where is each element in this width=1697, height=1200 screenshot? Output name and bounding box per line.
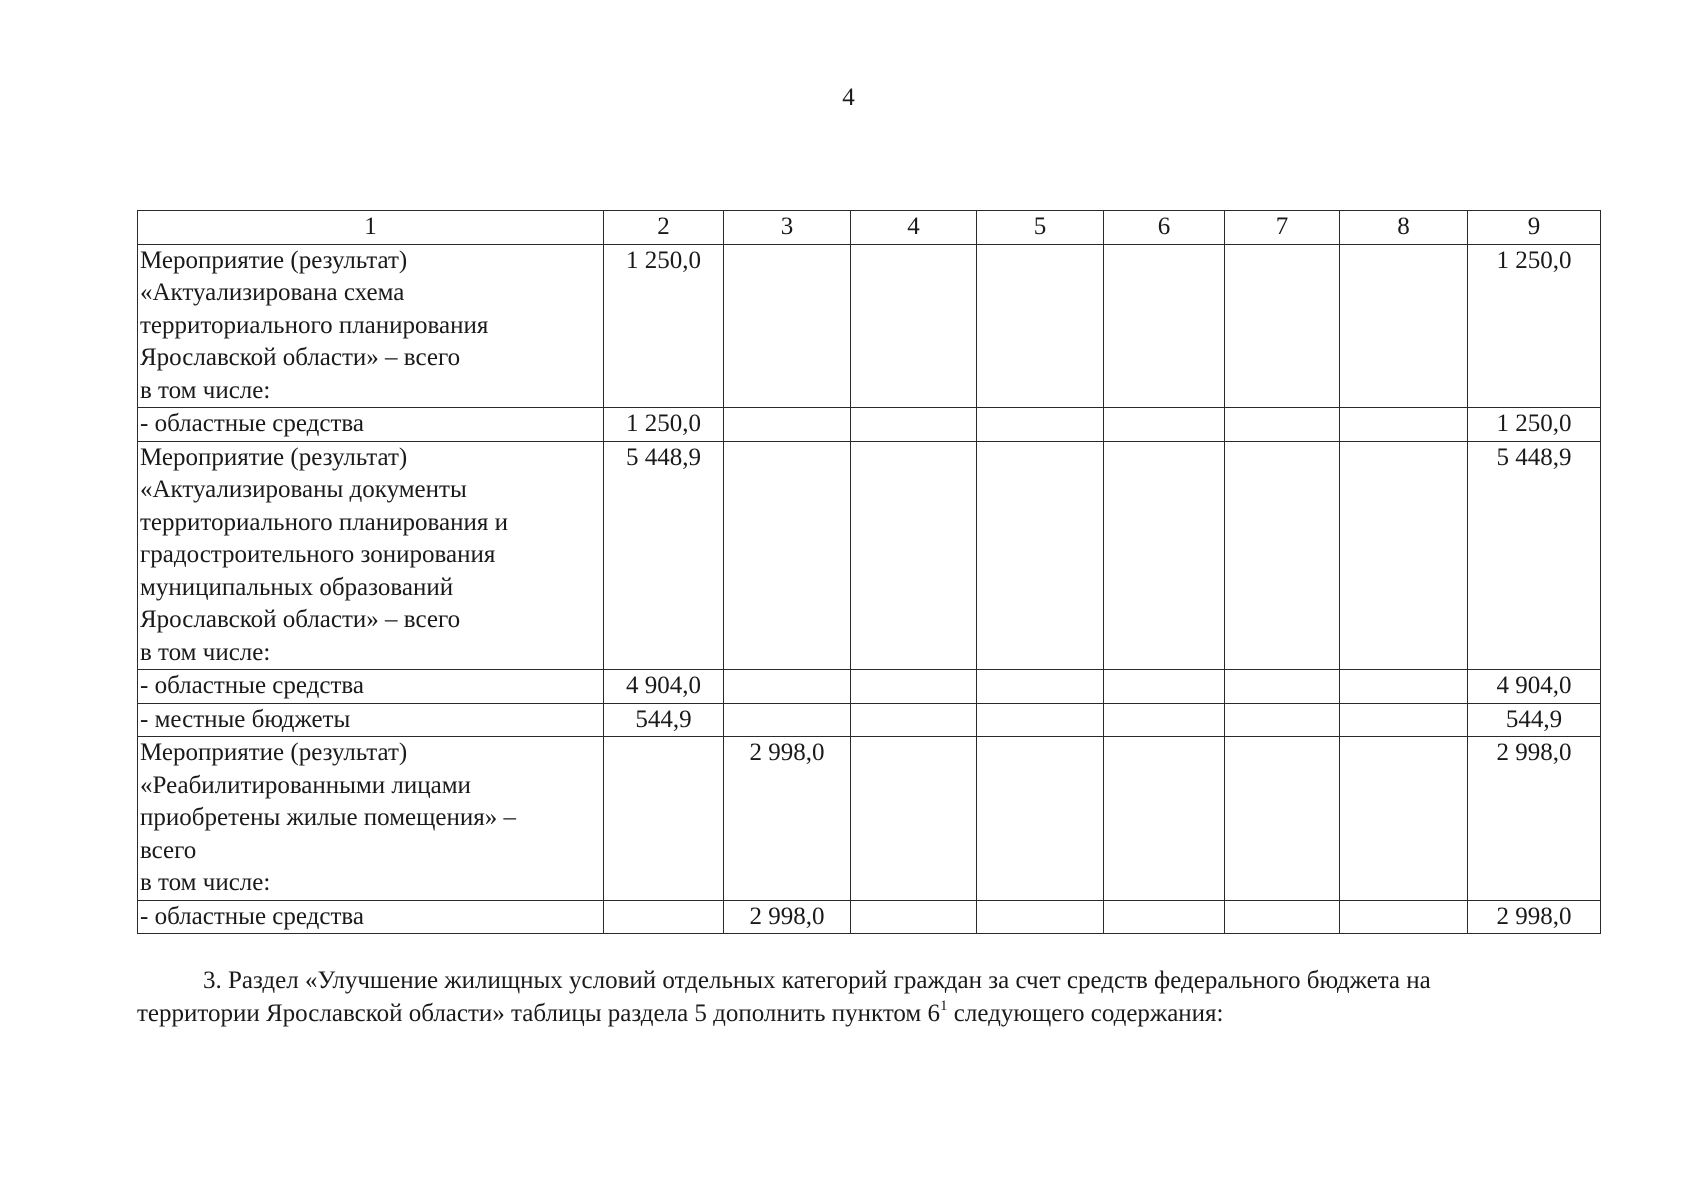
paragraph-superscript: 1 xyxy=(940,997,948,1014)
row-label-line: территориального планирования xyxy=(140,311,489,339)
table-row xyxy=(138,737,1601,901)
empty-cell xyxy=(1340,244,1468,408)
table-header-row xyxy=(138,211,1601,245)
row-label xyxy=(138,670,604,704)
column-header: 7 xyxy=(1225,211,1340,245)
row-label-line: «Актуализирована схема xyxy=(140,279,405,306)
empty-cell xyxy=(1340,737,1468,901)
column-header: 1 xyxy=(138,211,604,245)
row-label-line: в том числе: xyxy=(140,869,271,896)
empty-cell xyxy=(977,244,1104,408)
row-label-line: «Реабилитированными лицами xyxy=(140,771,471,799)
empty-cell xyxy=(1104,737,1225,901)
row-label-line: муниципальных образований xyxy=(140,573,454,601)
cell-col9: 5 448,9 xyxy=(1468,441,1601,670)
column-header: 6 xyxy=(1104,211,1225,245)
row-label-line: - областные средства xyxy=(140,902,364,930)
cell-col2: 5 448,9 xyxy=(604,441,724,670)
cell-col3: 2 998,0 xyxy=(724,900,851,934)
cell-col3: 2 998,0 xyxy=(724,737,851,901)
empty-cell xyxy=(977,737,1104,901)
cell-col2 xyxy=(604,900,724,934)
paragraph-line-2: территории Ярославской области» таблицы раздела 5 дополнить пунктом 6 xyxy=(137,1000,941,1027)
empty-cell xyxy=(1340,670,1468,704)
empty-cell xyxy=(851,408,977,442)
empty-cell xyxy=(1104,441,1225,670)
amendment-paragraph xyxy=(137,964,1600,1030)
row-label-line: в том числе: xyxy=(140,376,271,404)
cell-col3 xyxy=(724,703,851,737)
cell-col9: 544,9 xyxy=(1468,703,1601,737)
table-row xyxy=(138,900,1601,934)
empty-cell xyxy=(851,244,977,408)
row-label-line: территориального планирования и xyxy=(140,508,508,536)
empty-cell xyxy=(1225,703,1340,737)
row-label-line: «Актуализированы документы xyxy=(140,476,467,503)
cell-col2: 544,9 xyxy=(604,703,724,737)
empty-cell xyxy=(1104,703,1225,737)
empty-cell xyxy=(851,441,977,670)
empty-cell xyxy=(1104,670,1225,704)
row-label-line: Мероприятие (результат) xyxy=(140,443,408,471)
cell-col3 xyxy=(724,244,851,408)
empty-cell xyxy=(1225,408,1340,442)
row-label-line: градостроительного зонирования xyxy=(140,541,496,568)
table-row xyxy=(138,441,1601,670)
empty-cell xyxy=(1104,408,1225,442)
empty-cell xyxy=(977,900,1104,934)
empty-cell xyxy=(851,703,977,737)
row-label-line: всего xyxy=(140,836,197,864)
empty-cell xyxy=(1340,408,1468,442)
column-header: 2 xyxy=(604,211,724,245)
empty-cell xyxy=(851,737,977,901)
column-header: 5 xyxy=(977,211,1104,245)
column-header: 9 xyxy=(1468,211,1601,245)
empty-cell xyxy=(977,703,1104,737)
row-label-line: Ярославской области» – всего xyxy=(140,344,461,371)
cell-col9: 4 904,0 xyxy=(1468,670,1601,704)
row-label xyxy=(138,703,604,737)
row-label xyxy=(138,408,604,442)
empty-cell xyxy=(1340,900,1468,934)
empty-cell xyxy=(1225,441,1340,670)
row-label-line: Ярославской области» – всего xyxy=(140,606,461,633)
cell-col9: 1 250,0 xyxy=(1468,244,1601,408)
empty-cell xyxy=(977,670,1104,704)
row-label xyxy=(138,900,604,934)
page-number: 4 xyxy=(842,84,855,111)
cell-col9: 1 250,0 xyxy=(1468,408,1601,442)
empty-cell xyxy=(1340,703,1468,737)
cell-col3 xyxy=(724,670,851,704)
row-label-line: в том числе: xyxy=(140,638,271,666)
empty-cell xyxy=(1104,900,1225,934)
row-label-line: приобретены жилые помещения» – xyxy=(140,804,516,831)
empty-cell xyxy=(1225,670,1340,704)
empty-cell xyxy=(851,670,977,704)
column-header: 8 xyxy=(1340,211,1468,245)
paragraph-line-2-end: следующего содержания: xyxy=(947,1000,1224,1027)
budget-table xyxy=(137,210,1601,934)
row-label-line: Мероприятие (результат) xyxy=(140,246,408,274)
row-label-line: - областные средства xyxy=(140,672,364,699)
cell-col2: 1 250,0 xyxy=(604,408,724,442)
empty-cell xyxy=(851,900,977,934)
empty-cell xyxy=(977,441,1104,670)
row-label-line: Мероприятие (результат) xyxy=(140,739,408,766)
cell-col3 xyxy=(724,441,851,670)
cell-col2: 4 904,0 xyxy=(604,670,724,704)
table-row xyxy=(138,244,1601,408)
table-row xyxy=(138,703,1601,737)
empty-cell xyxy=(977,408,1104,442)
row-label xyxy=(138,441,604,670)
cell-col2 xyxy=(604,737,724,901)
column-header: 4 xyxy=(851,211,977,245)
cell-col3 xyxy=(724,408,851,442)
cell-col9: 2 998,0 xyxy=(1468,737,1601,901)
empty-cell xyxy=(1225,244,1340,408)
empty-cell xyxy=(1340,441,1468,670)
row-label-line: - областные средства xyxy=(140,410,364,437)
empty-cell xyxy=(1225,737,1340,901)
row-label xyxy=(138,244,604,408)
row-label-line: - местные бюджеты xyxy=(140,705,351,733)
table-row xyxy=(138,670,1601,704)
paragraph-line-1: 3. Раздел «Улучшение жилищных условий отдельных категорий граждан за счет средств федерального бюджета на xyxy=(203,967,1431,994)
empty-cell xyxy=(1225,900,1340,934)
table-row xyxy=(138,408,1601,442)
column-header: 3 xyxy=(724,211,851,245)
empty-cell xyxy=(1104,244,1225,408)
row-label xyxy=(138,737,604,901)
cell-col2: 1 250,0 xyxy=(604,244,724,408)
cell-col9: 2 998,0 xyxy=(1468,900,1601,934)
